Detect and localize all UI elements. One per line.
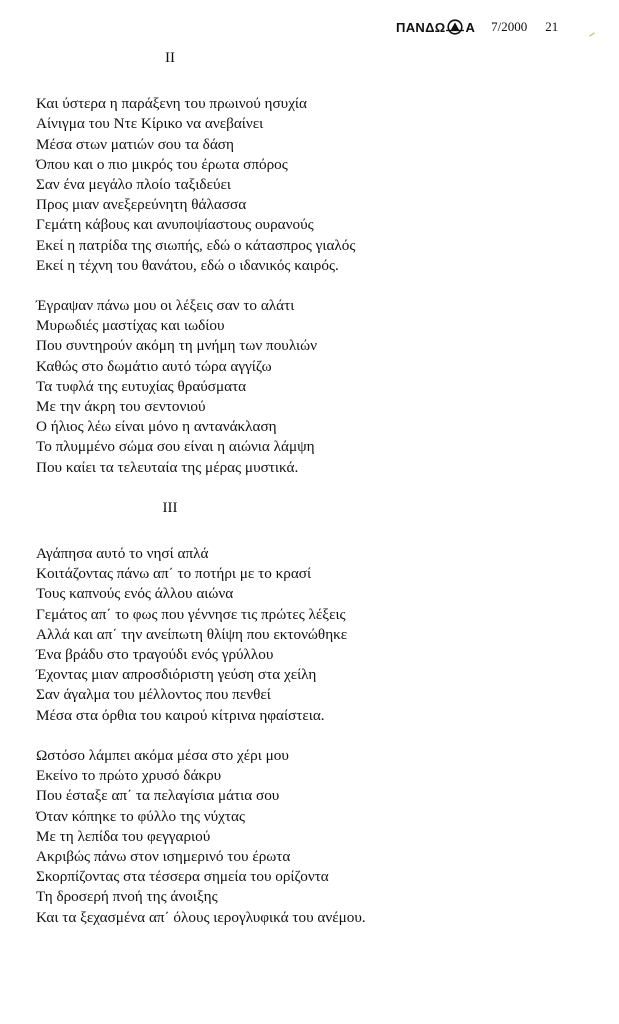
scan-mark — [589, 32, 594, 36]
verse-line: Που καίει τα τελευταία της μέρας μυστικά. — [36, 458, 299, 476]
verse-line: Ωστόσο λάμπει ακόμα μέσα στο χέρι μου — [36, 746, 289, 764]
verse-line: Ακριβώς πάνω στον ισημερινό του έρωτα — [36, 847, 291, 865]
verse-line: Ο ήλιος λέω είναι μόνο η αντανάκλαση — [36, 418, 277, 436]
verse-line: Εκεί η πατρίδα της σιωπής, εδώ ο κάτασπρος γιαλός — [36, 236, 356, 254]
verse-line: Κοιτάζοντας πάνω απ΄ το ποτήρι με το κρασί — [36, 565, 312, 583]
verse-line: Γεμάτη κάβους και ανυποψίαστους ουρανούς — [36, 216, 314, 234]
stanza — [36, 544, 366, 726]
page-header — [396, 19, 558, 35]
issue-date: 7/2000 — [491, 19, 528, 34]
section-numeral: II — [165, 50, 175, 66]
stanza — [36, 94, 366, 276]
stanza — [36, 296, 366, 478]
magazine-logo — [396, 19, 475, 35]
verse-line: Με την άκρη του σεντονιού — [36, 398, 206, 416]
verse-line: Γεμάτος απ΄ το φως που γέννησε τις πρώτες λέξεις — [36, 605, 346, 623]
verse-line: Εκείνο το πρώτο χρυσό δάκρυ — [36, 767, 222, 785]
verse-line: Και ύστερα η παράξενη του πρωινού ησυχία — [36, 95, 307, 113]
verse-line: Σκορπίζοντας στα τέσσερα σημεία του ορίζοντα — [36, 868, 329, 886]
verse-line: Τα τυφλά της ευτυχίας θραύσματα — [36, 377, 247, 395]
verse-line: Προς μιαν ανεξερεύνητη θάλασσα — [36, 196, 247, 214]
verse-line: Τους καπνούς ενός άλλου αιώνα — [36, 585, 234, 603]
verse-line: Σαν ένα μεγάλο πλοίο ταξιδεύει — [36, 176, 231, 194]
stanza — [36, 746, 366, 928]
logo-text-right: Α — [465, 19, 476, 35]
verse-line: Μυρωδιές μαστίχας και ιωδίου — [36, 317, 225, 335]
verse-line: Όπου και ο πιο μικρός του έρωτα σπόρος — [36, 155, 288, 173]
poem-section — [36, 48, 366, 478]
page-number: 21 — [545, 19, 559, 34]
verse-line: Μέσα στα όρθια του καιρού κίτρινα ηφαίστεια. — [36, 706, 325, 724]
verse-line: Έχοντας μιαν απροσδιόριστη γεύση στα χείλη — [36, 666, 317, 684]
poem-body — [36, 48, 366, 948]
verse-line: Αίνιγμα του Ντε Κίρικο να ανεβαίνει — [36, 115, 264, 133]
poem-section — [36, 498, 366, 928]
verse-line: Και τα ξεχασμένα απ΄ όλους ιερογλυφικά του ανέμου. — [36, 908, 366, 926]
verse-line: Εκεί η τέχνη του θανάτου, εδώ ο ιδανικός καιρός. — [36, 256, 339, 274]
verse-line: Το πλυμμένο σώμα σου είναι η αιώνια λάμψη — [36, 438, 315, 456]
verse-line: Ένα βράδυ στο τραγούδι ενός γρύλλου — [36, 646, 274, 664]
verse-line: Που έσταξε απ΄ τα πελαγίσια μάτια σου — [36, 787, 280, 805]
verse-line: Με τη λεπίδα του φεγγαριού — [36, 827, 211, 845]
verse-line: Αλλά και απ΄ την ανείπωτη θλίψη που εκτονώθηκε — [36, 625, 348, 643]
verse-line: Έγραψαν πάνω μου οι λέξεις σαν το αλάτι — [36, 297, 295, 315]
logo-emblem-icon — [446, 19, 464, 35]
verse-line: Μέσα στων ματιών σου τα δάση — [36, 135, 234, 153]
verse-line: Όταν κόπηκε το φύλλο της νύχτας — [36, 807, 245, 825]
verse-line: Σαν άγαλμα του μέλλοντος που πενθεί — [36, 686, 271, 704]
verse-line: Αγάπησα αυτό το νησί απλά — [36, 545, 209, 563]
verse-line: Που συντηρούν ακόμη τη μνήμη των πουλιών — [36, 337, 317, 355]
verse-line: Καθώς στο δωμάτιο αυτό τώρα αγγίζω — [36, 357, 272, 375]
logo-text-left: ΠΑΝΔΩ — [396, 19, 446, 35]
section-numeral: III — [162, 499, 178, 516]
verse-line: Τη δροσερή πνοή της άνοιξης — [36, 888, 218, 906]
